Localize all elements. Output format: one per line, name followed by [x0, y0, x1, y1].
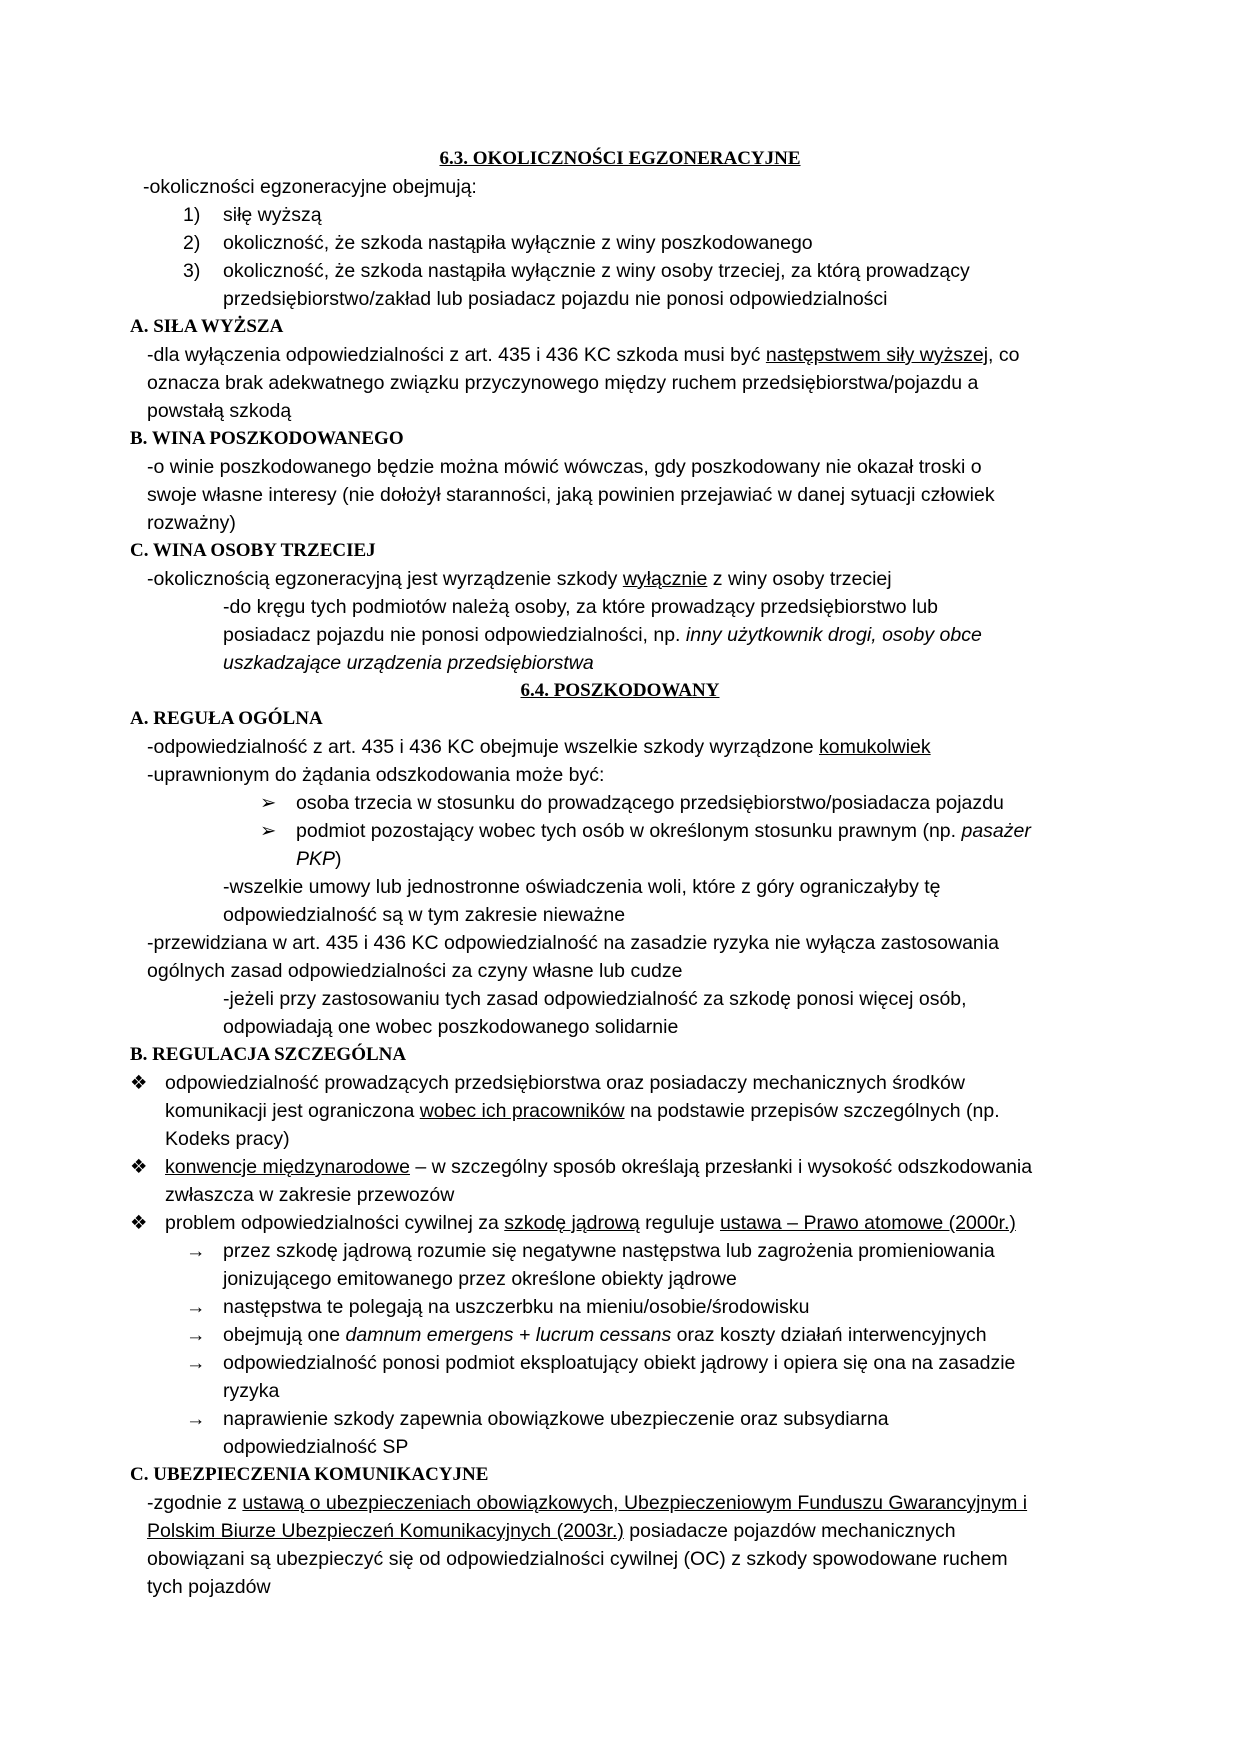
section-heading: B. WINA POSZKODOWANEGO — [130, 428, 404, 449]
section-title: 6.3. OKOLICZNOŚCI EGZONERACYJNE — [439, 148, 801, 169]
list-item: następstwa te polegają na uszczerbku na mieniu/osobie/środowisku — [223, 1296, 810, 1318]
paragraph-line: -odpowiedzialność z art. 435 i 436 KC obejmuje wszelkie szkody wyrządzone komukolwiek — [147, 736, 931, 758]
list-item: przez szkodę jądrową rozumie się negatywne następstwa lub zagrożenia promieniowania — [223, 1240, 995, 1262]
bullet-arrow-icon: ➢ — [260, 792, 277, 814]
list-item-continuation: jonizującego emitowanego przez określone obiekty jądrowe — [223, 1268, 737, 1290]
paragraph-line: -dla wyłączenia odpowiedzialności z art. 435 i 436 KC szkoda musi być następstwem siły wyższej, co — [147, 344, 1020, 366]
paragraph-line: -o winie poszkodowanego będzie można mówić wówczas, gdy poszkodowany nie okazał troski o — [147, 456, 982, 478]
section-heading: A. REGUŁA OGÓLNA — [130, 708, 323, 729]
paragraph-line: -okoliczności egzoneracyjne obejmują: — [143, 176, 477, 198]
list-number: 2) — [183, 232, 201, 254]
section-heading: A. SIŁA WYŻSZA — [130, 316, 284, 337]
paragraph-line: powstałą szkodą — [147, 400, 292, 422]
paragraph-line: odpowiedzialność są w tym zakresie nieważne — [223, 904, 626, 926]
paragraph-line: -okolicznością egzoneracyjną jest wyrządzenie szkody wyłącznie z winy osoby trzeciej — [147, 568, 892, 590]
paragraph-line: -przewidziana w art. 435 i 436 KC odpowiedzialność na zasadzie ryzyka nie wyłącza zastosowania — [147, 932, 999, 954]
bullet-arrow-icon: → — [186, 1296, 206, 1318]
list-item: odpowiedzialność prowadzących przedsiębiorstwa oraz posiadaczy mechanicznych środków — [165, 1072, 965, 1094]
list-item: okoliczność, że szkoda nastąpiła wyłącznie z winy osoby trzeciej, za którą prowadzący — [223, 260, 970, 282]
list-number: 1) — [183, 204, 201, 226]
list-number: 3) — [183, 260, 201, 282]
bullet-arrow-icon: → — [186, 1408, 206, 1430]
list-item: problem odpowiedzialności cywilnej za szkodę jądrową reguluje ustawa – Prawo atomowe (2000r.) — [165, 1212, 1016, 1234]
list-item: podmiot pozostający wobec tych osób w określonym stosunku prawnym (np. pasażer — [296, 820, 1031, 842]
paragraph-line: -wszelkie umowy lub jednostronne oświadczenia woli, które z góry ograniczałyby tę — [223, 876, 941, 898]
list-item-continuation: PKP) — [296, 848, 342, 870]
bullet-arrow-icon: → — [186, 1324, 206, 1346]
list-item-continuation: odpowiedzialność SP — [223, 1436, 409, 1458]
list-item-continuation: ryzyka — [223, 1380, 280, 1402]
list-item: konwencje międzynarodowe – w szczególny sposób określają przesłanki i wysokość odszkodowania — [165, 1156, 1033, 1178]
bullet-arrow-icon: ➢ — [260, 820, 277, 842]
section-title: 6.4. POSZKODOWANY — [520, 680, 720, 701]
list-item: siłę wyższą — [223, 204, 322, 226]
paragraph-line: -uprawnionym do żądania odszkodowania może być: — [147, 764, 605, 786]
paragraph-line: posiadacz pojazdu nie ponosi odpowiedzialności, np. inny użytkownik drogi, osoby obce — [223, 624, 982, 646]
list-item-continuation: Kodeks pracy) — [165, 1128, 290, 1150]
paragraph-line: oznacza brak adekwatnego związku przyczynowego między ruchem przedsiębiorstwa/pojazdu a — [147, 372, 979, 394]
list-item: naprawienie szkody zapewnia obowiązkowe ubezpieczenie oraz subsydiarna — [223, 1408, 889, 1430]
bullet-arrow-icon: → — [186, 1352, 206, 1374]
section-heading: C. WINA OSOBY TRZECIEJ — [130, 540, 376, 561]
list-item-continuation: przedsiębiorstwo/zakład lub posiadacz pojazdu nie ponosi odpowiedzialności — [223, 288, 888, 310]
list-item-continuation: zwłaszcza w zakresie przewozów — [165, 1184, 455, 1206]
section-heading: C. UBEZPIECZENIA KOMUNIKACYJNE — [130, 1464, 489, 1485]
paragraph-line: obowiązani są ubezpieczyć się od odpowiedzialności cywilnej (OC) z szkody spowodowane ruchem — [147, 1548, 1008, 1570]
bullet-diamond-icon: ❖ — [130, 1156, 148, 1178]
list-item: okoliczność, że szkoda nastąpiła wyłącznie z winy poszkodowanego — [223, 232, 813, 254]
paragraph-line: swoje własne interesy (nie dołożył staranności, jaką powinien przejawiać w danej sytuacji człowiek — [147, 484, 995, 506]
paragraph-line: Polskim Biurze Ubezpieczeń Komunikacyjnych (2003r.) posiadacze pojazdów mechanicznych — [147, 1520, 956, 1542]
paragraph-line: -do kręgu tych podmiotów należą osoby, za które prowadzący przedsiębiorstwo lub — [223, 596, 939, 618]
bullet-diamond-icon: ❖ — [130, 1212, 148, 1234]
list-item: osoba trzecia w stosunku do prowadzącego przedsiębiorstwo/posiadacza pojazdu — [296, 792, 1004, 814]
paragraph-line: -jeżeli przy zastosowaniu tych zasad odpowiedzialność za szkodę ponosi więcej osób, — [223, 988, 967, 1010]
list-item: obejmują one damnum emergens + lucrum cessans oraz koszty działań interwencyjnych — [223, 1324, 987, 1346]
bullet-arrow-icon: → — [186, 1240, 206, 1262]
paragraph-line: ogólnych zasad odpowiedzialności za czyny własne lub cudze — [147, 960, 683, 982]
paragraph-line: uszkadzające urządzenia przedsiębiorstwa — [223, 652, 594, 674]
paragraph-line: tych pojazdów — [147, 1576, 271, 1598]
list-item-continuation: komunikacji jest ograniczona wobec ich pracowników na podstawie przepisów szczególnych (np. — [165, 1100, 1000, 1122]
paragraph-line: rozważny) — [147, 512, 236, 534]
paragraph-line: -zgodnie z ustawą o ubezpieczeniach obowiązkowych, Ubezpieczeniowym Funduszu Gwarancyjnym i — [147, 1492, 1028, 1514]
section-heading: B. REGULACJA SZCZEGÓLNA — [130, 1044, 407, 1065]
paragraph-line: odpowiadają one wobec poszkodowanego solidarnie — [223, 1016, 679, 1038]
list-item: odpowiedzialność ponosi podmiot eksploatujący obiekt jądrowy i opiera się ona na zasadzie — [223, 1352, 1016, 1374]
bullet-diamond-icon: ❖ — [130, 1072, 148, 1094]
